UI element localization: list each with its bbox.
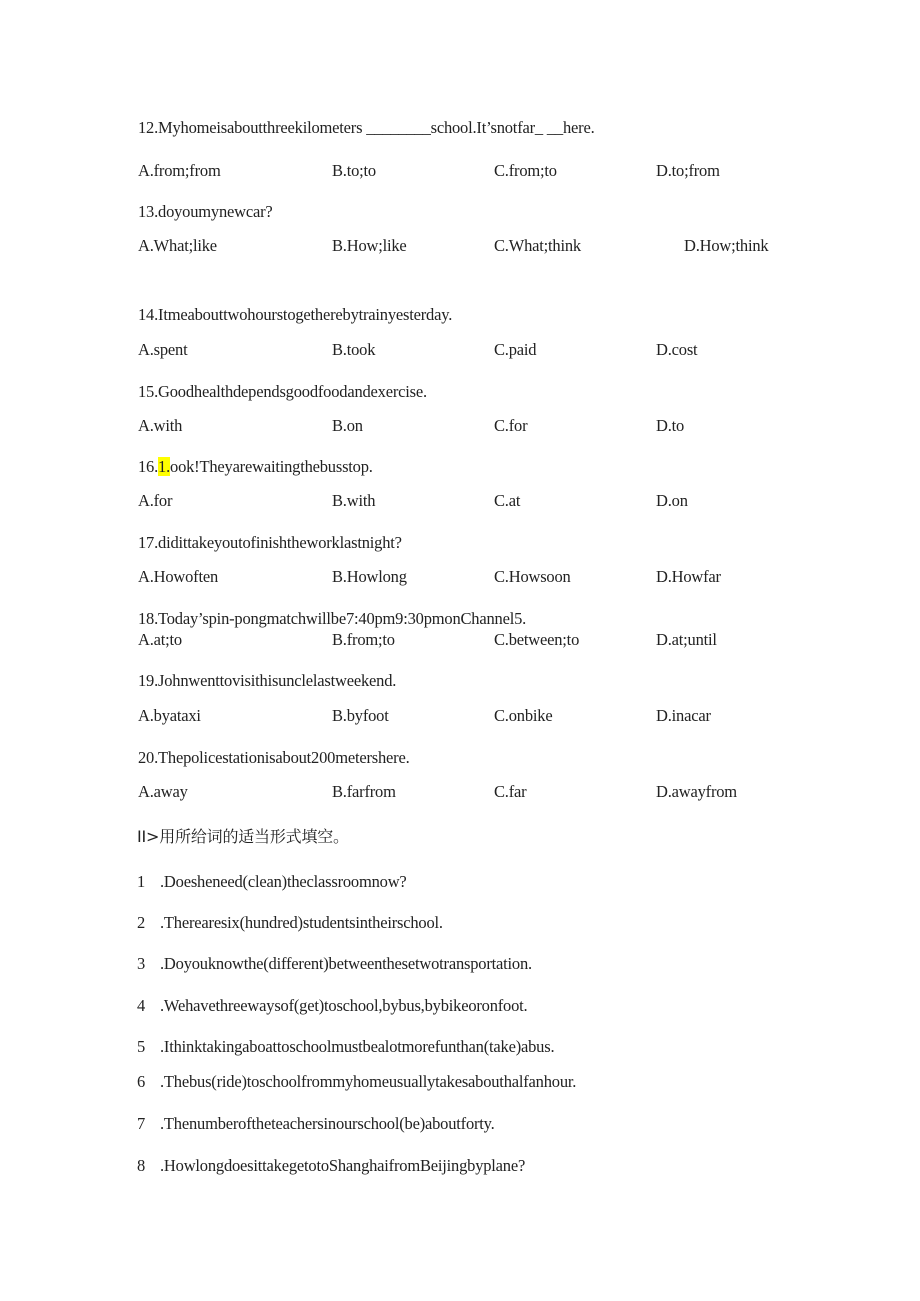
option-b: B.How;like — [332, 236, 407, 255]
question-20-stem: 20.Thepolicestationisabout200metershere. — [138, 748, 410, 767]
item-number: 2 — [137, 913, 146, 932]
item-text: .Thenumberoftheteachersinourschool(be)aboutforty. — [160, 1114, 495, 1133]
item-text: .Doesheneed(clean)theclassroomnow? — [160, 872, 407, 891]
option-b: B.on — [332, 416, 363, 435]
item-number: 4 — [137, 996, 146, 1015]
option-a: A.byataxi — [138, 706, 201, 725]
item-text: .HowlongdoesittakegetotoShanghaifromBeijingbyplane? — [160, 1156, 526, 1175]
item-text: .Wehavethreewaysof(get)toschool,bybus,bybikeoronfoot. — [160, 996, 528, 1015]
option-a: A.with — [138, 416, 183, 435]
option-d: D.inacar — [656, 706, 711, 725]
option-c: C.for — [494, 416, 528, 435]
item-number: 6 — [137, 1072, 146, 1091]
question-text: ook!Theyarewaitingthebusstop. — [170, 457, 373, 476]
option-b: B.byfoot — [332, 706, 389, 725]
item-number: 3 — [137, 954, 146, 973]
item-number: 7 — [137, 1114, 146, 1133]
option-d: D.How;think — [684, 236, 769, 255]
question-12-stem: 12.Myhomeisaboutthreekilometers ________school.It’snotfar_ __here. — [138, 118, 595, 137]
option-a: A.from;from — [138, 161, 221, 180]
option-b: B.to;to — [332, 161, 376, 180]
option-d: D.cost — [656, 340, 698, 359]
option-a: A.Howoften — [138, 567, 219, 586]
option-c: C.Howsoon — [494, 567, 571, 586]
question-15-stem: 15.Goodhealthdependsgoodfoodandexercise. — [138, 382, 427, 401]
item-number: 1 — [137, 872, 146, 891]
section-title: II>用所给词的适当形式填空。 — [137, 827, 349, 846]
option-c: C.paid — [494, 340, 537, 359]
item-text: .Ithinktakingaboattoschoolmustbealotmorefunthan(take)abus. — [160, 1037, 555, 1056]
option-c: C.from;to — [494, 161, 557, 180]
question-18-stem: 18.Today’spin-pongmatchwillbe7:40pm9:30pmonChannel5. — [138, 609, 527, 628]
question-13-stem: 13.doyoumynewcar? — [138, 202, 273, 221]
option-a: A.spent — [138, 340, 188, 359]
item-text: .Doyouknowthe(different)betweenthesetwotransportation. — [160, 954, 532, 973]
option-d: D.Howfar — [656, 567, 721, 586]
option-b: B.farfrom — [332, 782, 396, 801]
question-17-stem: 17.didittakeyoutofinishtheworklastnight? — [138, 533, 402, 552]
question-number: 16. — [138, 457, 159, 476]
option-a: A.for — [138, 491, 173, 510]
highlighted-text: 1. — [158, 457, 171, 476]
item-number: 5 — [137, 1037, 146, 1056]
item-number: 8 — [137, 1156, 146, 1175]
option-b: B.from;to — [332, 630, 395, 649]
option-a: A.What;like — [138, 236, 217, 255]
option-c: C.What;think — [494, 236, 581, 255]
option-c: C.at — [494, 491, 521, 510]
option-b: B.took — [332, 340, 376, 359]
option-d: D.to — [656, 416, 685, 435]
question-19-stem: 19.Johnwenttovisithisunclelastweekend. — [138, 671, 397, 690]
option-b: B.with — [332, 491, 376, 510]
option-b: B.Howlong — [332, 567, 407, 586]
question-14-stem: 14.Itmeabouttwohourstogetherebytrainyesterday. — [138, 305, 453, 324]
option-d: D.on — [656, 491, 688, 510]
item-text: .Thebus(ride)toschoolfrommyhomeusuallytakesabouthalfanhour. — [160, 1072, 577, 1091]
option-a: A.at;to — [138, 630, 182, 649]
option-c: C.onbike — [494, 706, 553, 725]
option-c: C.between;to — [494, 630, 580, 649]
option-a: A.away — [138, 782, 188, 801]
question-16-stem — [138, 457, 373, 477]
option-d: D.to;from — [656, 161, 720, 180]
option-c: C.far — [494, 782, 527, 801]
item-text: .Therearesix(hundred)studentsintheirschool. — [160, 913, 443, 932]
option-d: D.at;until — [656, 630, 717, 649]
option-d: D.awayfrom — [656, 782, 737, 801]
